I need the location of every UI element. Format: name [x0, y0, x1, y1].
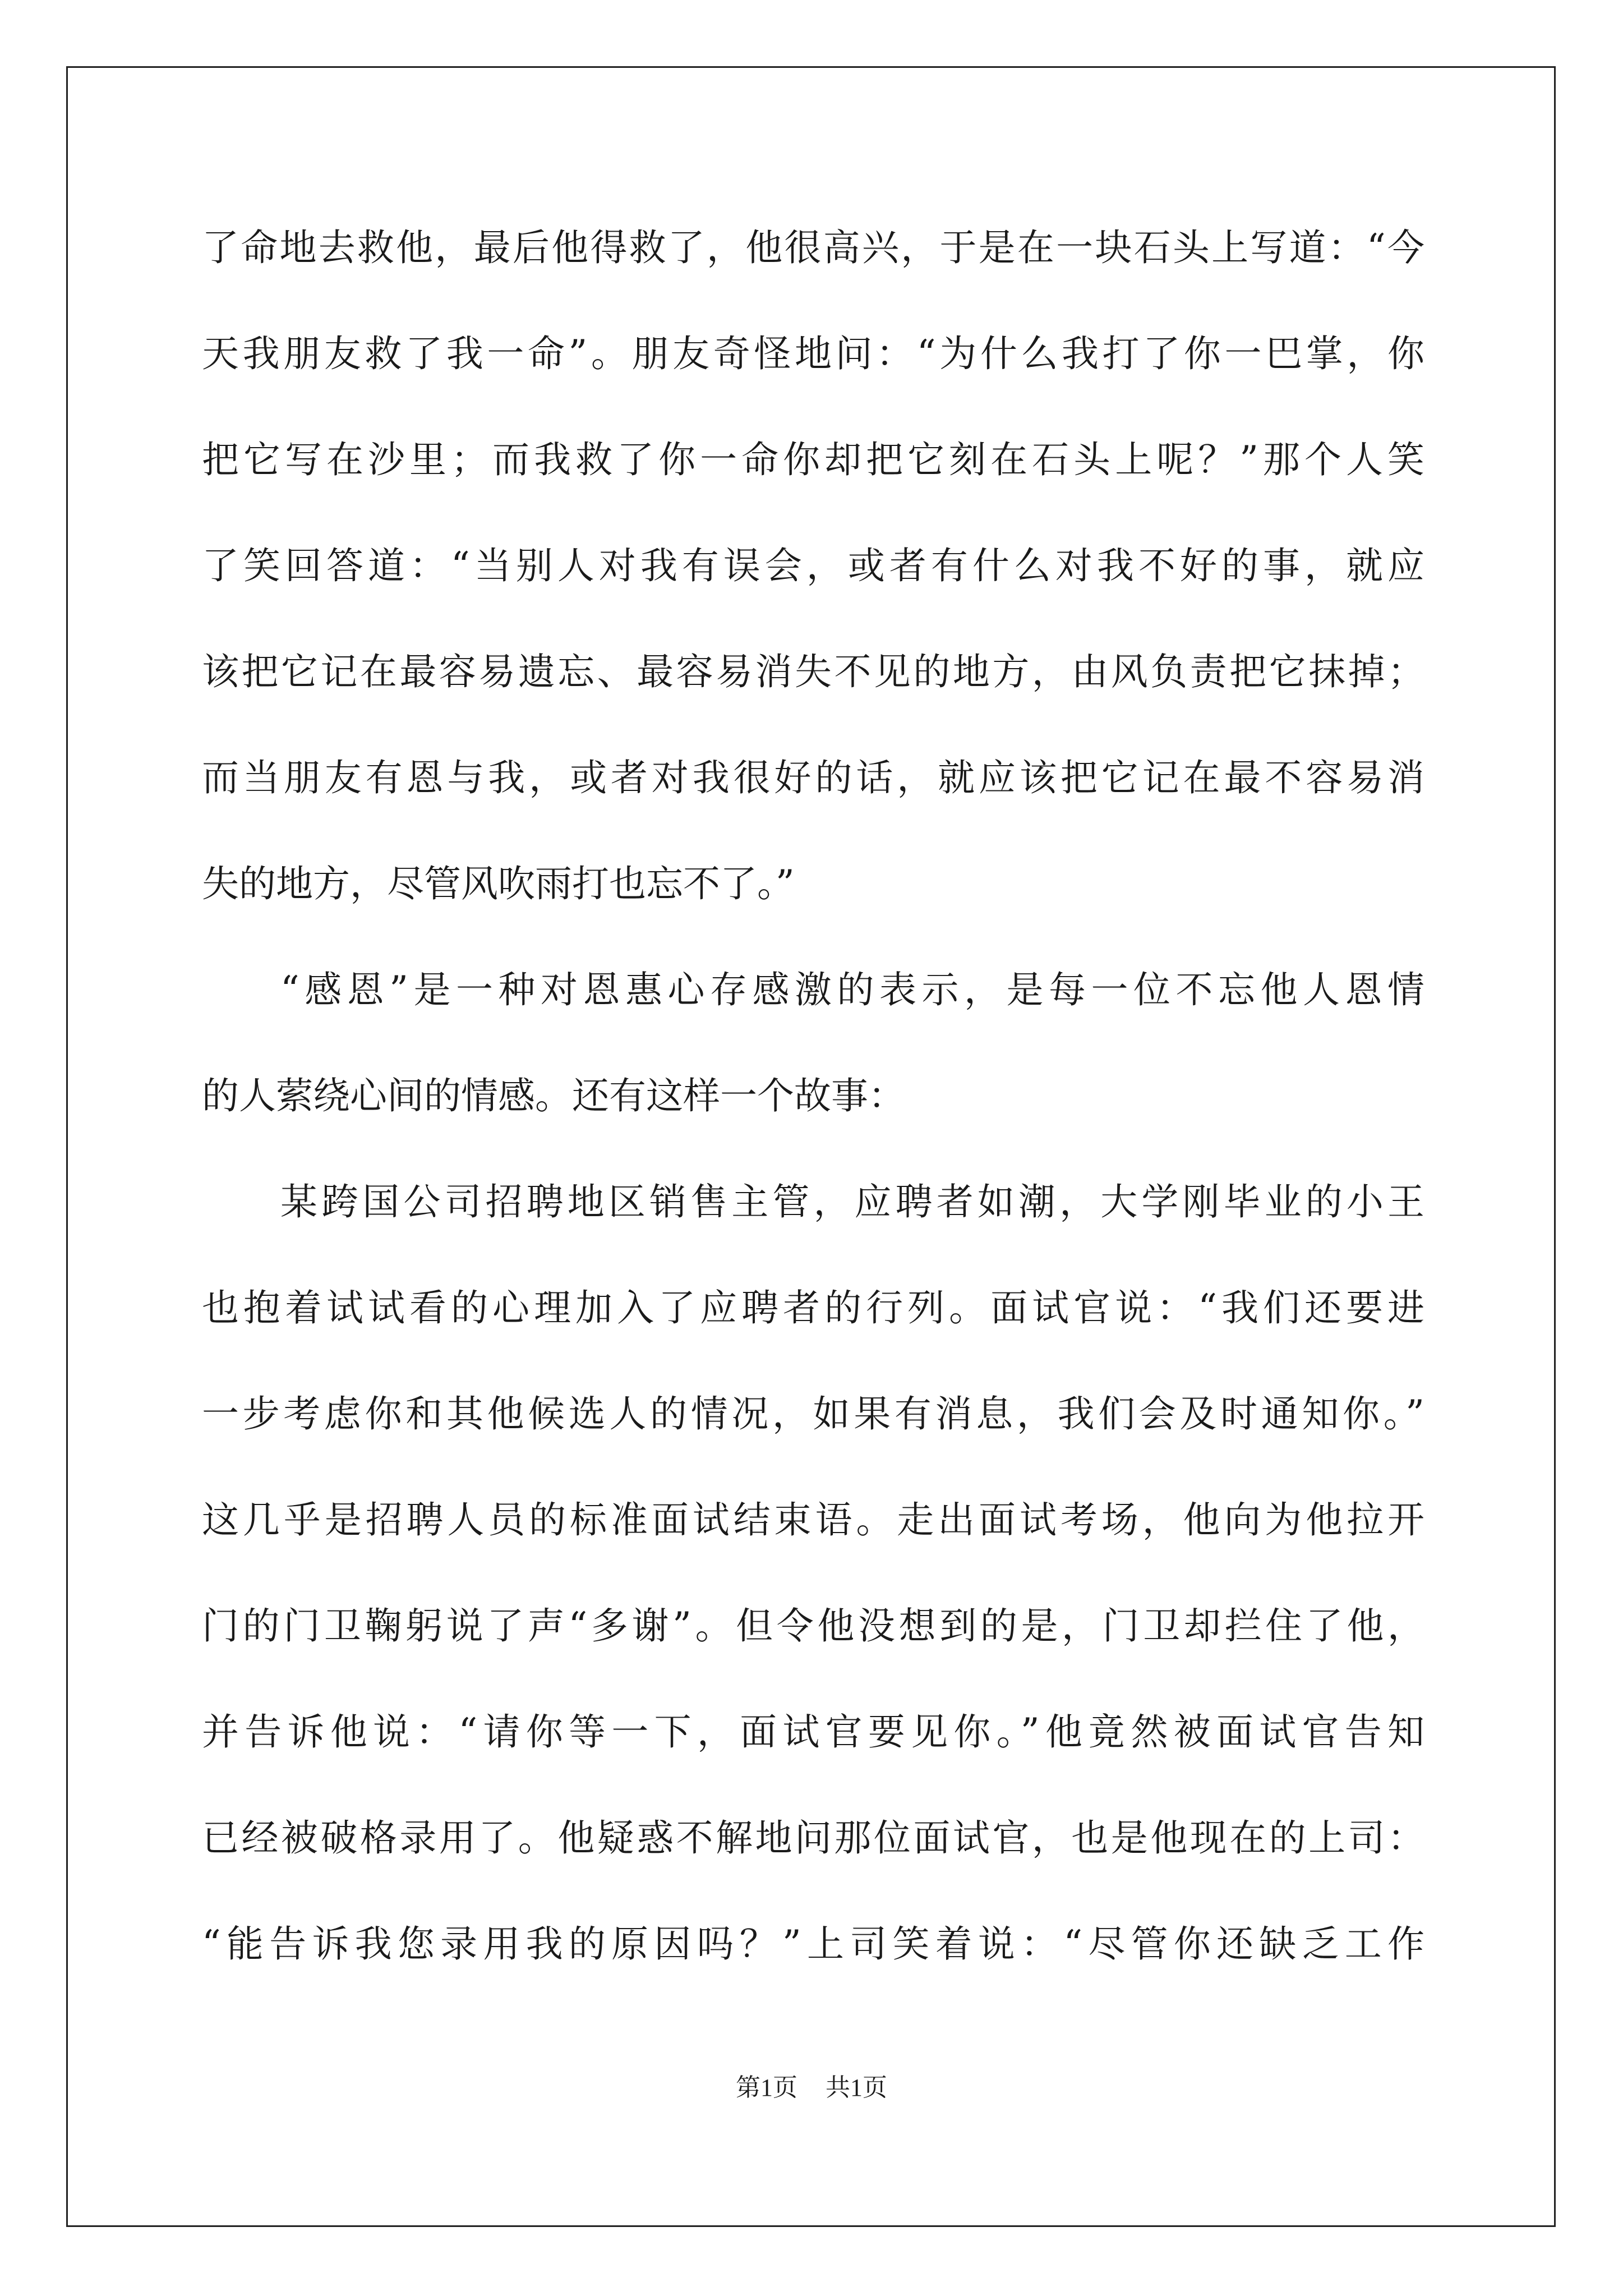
text-line: 天我朋友救了我一命”。朋友奇怪地问：“为什么我打了你一巴掌，你 — [202, 332, 1424, 375]
text-line: 而当朋友有恩与我，或者对我很好的话，就应该把它记在最不容易消 — [202, 756, 1424, 799]
text-line: 失的地方，尽管风吹雨打也忘不了。” — [202, 862, 795, 905]
text-line: 也抱着试试看的心理加入了应聘者的行列。面试官说：“我们还要进 — [202, 1286, 1424, 1329]
text-line: 门的门卫鞠躬说了声“多谢”。但令他没想到的是，门卫却拦住了他， — [202, 1604, 1424, 1648]
page-footer — [0, 2067, 1623, 2103]
text-line: 的人萦绕心间的情感。还有这样一个故事： — [202, 1074, 905, 1117]
text-line: 该把它记在最容易遗忘、最容易消失不见的地方，由风负责把它抹掉； — [202, 650, 1424, 693]
page-number: 第1页 — [736, 2074, 797, 2101]
text-line: 并告诉他说：“请你等一下，面试官要见你。”他竟然被面试官告知 — [202, 1710, 1424, 1754]
text-line: 已经被破格录用了。他疑惑不解地问那位面试官，也是他现在的上司： — [202, 1816, 1424, 1860]
text-line: “能告诉我您录用我的原因吗？”上司笑着说：“尽管你还缺乏工作 — [202, 1922, 1424, 1966]
page-total: 共1页 — [826, 2074, 887, 2101]
text-line: 某跨国公司招聘地区销售主管，应聘者如潮，大学刚毕业的小王 — [280, 1180, 1424, 1223]
text-line: 这几乎是招聘人员的标准面试结束语。走出面试考场，他向为他拉开 — [202, 1498, 1424, 1542]
text-line: “感恩”是一种对恩惠心存感激的表示，是每一位不忘他人恩情 — [280, 968, 1424, 1011]
text-line: 了命地去救他，最后他得救了，他很高兴，于是在一块石头上写道：“今 — [202, 226, 1424, 269]
text-line: 了笑回答道：“当别人对我有误会，或者有什么对我不好的事，就应 — [202, 544, 1424, 587]
text-line: 把它写在沙里；而我救了你一命你却把它刻在石头上呢？”那个人笑 — [202, 438, 1424, 481]
text-line: 一步考虑你和其他候选人的情况，如果有消息，我们会及时通知你。” — [202, 1392, 1424, 1435]
